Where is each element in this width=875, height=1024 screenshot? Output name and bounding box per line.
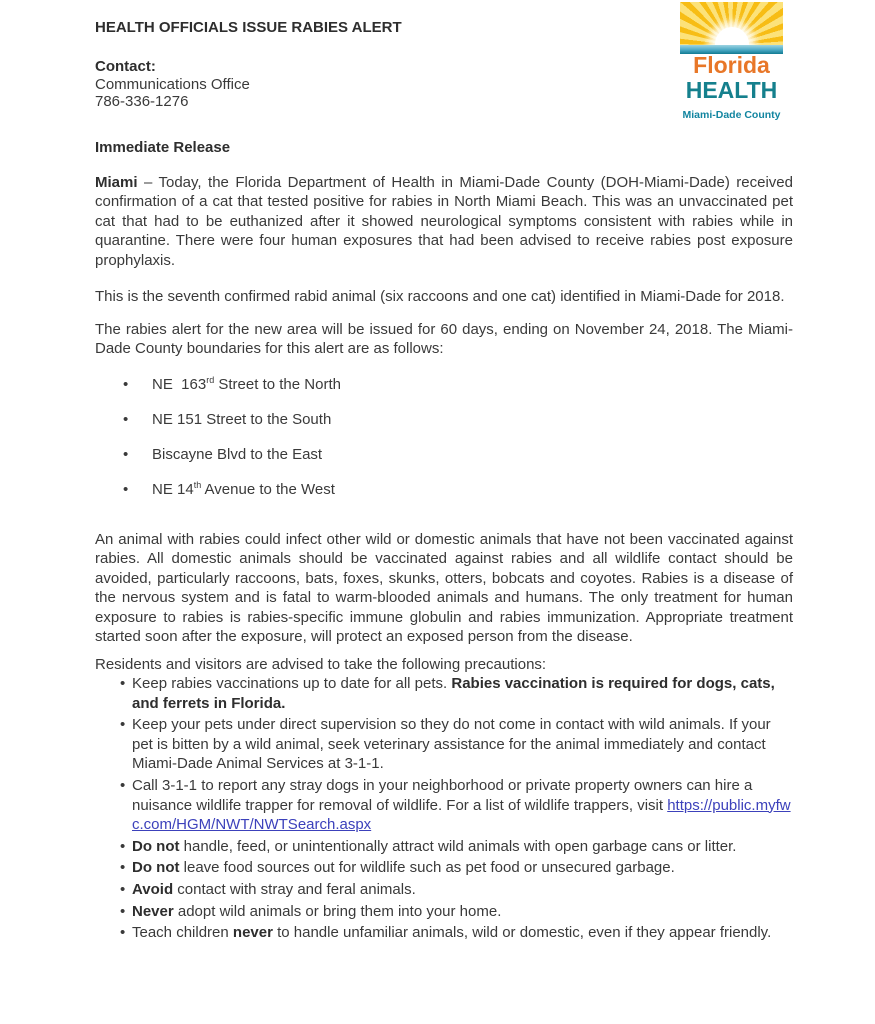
logo-health-text: HEALTH — [685, 77, 778, 103]
precaution-text: adopt wild animals or bring them into your home. — [173, 902, 502, 920]
ordinal-superscript: th — [193, 479, 202, 490]
precaution-text: Teach children — [132, 924, 233, 942]
precautions-list — [95, 674, 793, 943]
precaution-text: contact with stray and feral animals. — [173, 880, 416, 898]
boundary-north: NE 163 — [152, 375, 207, 393]
contact-label: Contact: — [95, 58, 156, 75]
paragraph-case-count: This is the seventh confirmed rabid animal (six raccoons and one cat) identified in Miami-Dade for 2018. — [95, 288, 785, 305]
boundary-west: NE 14 — [152, 480, 194, 498]
paragraph-opening-text: – Today, the Florida Department of Health in Miami-Dade County (DOH-Miami-Dade) received confirmation of a cat that tested positive for rabies in North Miami Beach. This was an unvaccinated pet cat that had to be euthanized after it showed neurological symptoms consistent with rabies while in quarantine. There were four human exposures that had been advised to receive rabies post exposure prophylaxis. — [95, 173, 793, 269]
wildlife-trappers-link[interactable]: https://public.myfwc.com/HGM/NWT/NWTSearch.aspx — [132, 796, 791, 834]
boundary-north-rest: Street to the North — [214, 375, 341, 393]
list-item — [95, 776, 793, 835]
ordinal-superscript: rd — [206, 374, 215, 385]
list-item — [95, 445, 793, 465]
boundary-west-rest: Avenue to the West — [201, 480, 335, 498]
precaution-bold: Do not — [132, 859, 180, 877]
precaution-text: leave food sources out for wildlife such as pet food or unsecured garbage. — [179, 859, 675, 877]
logo-county-text: Miami-Dade County — [682, 109, 781, 121]
sunburst-icon — [680, 2, 783, 45]
precaution-bold: never — [232, 924, 273, 942]
sun-circle-icon — [715, 27, 749, 45]
list-item — [95, 480, 793, 500]
paragraph-opening — [95, 173, 793, 271]
paragraph-rabies-info: An animal with rabies could infect other wild or domestic animals that have not been vaccinated against rabies. All domestic animals should be vaccinated against rabies and all wildlife contact should be avoided, particularly raccoons, bats, foxes, skunks, otters, bobcats and coyotes. Rabies is a disease of the nervous system and is fatal to warm-blooded animals and humans. The only treatment for human exposure to rabies is rabies-specific immune globulin and rabies immunization. Appropriate treatment started soon after the exposure, will protect an exposed person from the disease. — [95, 530, 793, 645]
list-item — [95, 410, 793, 430]
list-item — [95, 674, 793, 713]
list-item — [95, 375, 793, 395]
list-item — [95, 902, 793, 922]
contact-office: Communications Office — [95, 75, 250, 93]
precaution-bold: Avoid — [132, 880, 174, 898]
dateline-city: Miami — [95, 173, 138, 191]
list-item — [95, 837, 793, 857]
list-item — [95, 923, 793, 943]
boundary-list — [95, 375, 793, 500]
paragraph-alert-duration: The rabies alert for the new area will be issued for 60 days, ending on November 24, 2018. The Miami-Dade County boundaries for this alert are as follows: — [95, 320, 793, 357]
logo-florida-text: Florida — [693, 52, 770, 78]
precaution-text: Keep rabies vaccinations up to date for all pets. — [132, 675, 452, 692]
boundary-east: Biscayne Blvd to the East — [152, 445, 323, 463]
list-item — [95, 880, 793, 900]
release-type-label: Immediate Release — [95, 138, 231, 156]
list-item — [95, 715, 793, 774]
press-release-title: HEALTH OFFICIALS ISSUE RABIES ALERT — [95, 19, 402, 36]
contact-phone: 786-336-1276 — [95, 93, 189, 110]
precaution-text-rest: to handle unfamiliar animals, wild or domestic, even if they appear friendly. — [272, 924, 772, 942]
precaution-text: Keep your pets under direct supervision so they do not come in contact with wild animals. If your pet is bitten by a wild animal, seek veterinary assistance for the animal immediately and contact Miami-Dade Animal Services at 3-1-1. — [132, 716, 771, 773]
precaution-bold: Do not — [132, 837, 180, 855]
list-item — [95, 858, 793, 878]
precaution-bold: Rabies vaccination is required for dogs, cats, and ferrets in Florida. — [132, 675, 775, 712]
precautions-intro: Residents and visitors are advised to take the following precautions: — [95, 655, 547, 673]
precaution-text: handle, feed, or unintentionally attract wild animals with open garbage cans or litter. — [179, 837, 737, 855]
precaution-bold: Never — [132, 902, 174, 920]
florida-health-logo — [680, 2, 783, 121]
precaution-text: Call 3-1-1 to report any stray dogs in your neighborhood or private property owners can hire a nuisance wildlife trapper for removal of wildlife. For a list of wildlife trappers, visit — [132, 776, 753, 814]
boundary-south: NE 151 Street to the South — [152, 410, 332, 428]
